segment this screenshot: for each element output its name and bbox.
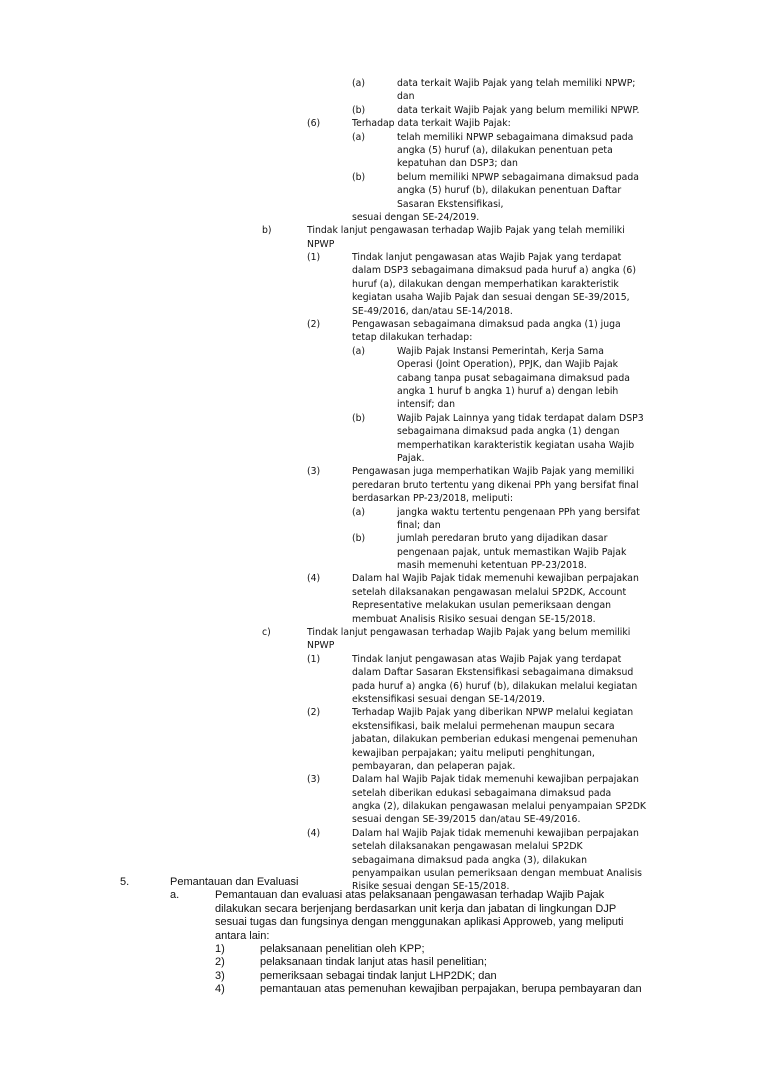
list-item-body <box>352 251 646 318</box>
text-line: Dalam hal Wajib Pajak tidak memenuhi kewajiban perpajakan <box>352 774 639 786</box>
text-line: telah memiliki NPWP sebagaimana dimaksud pada <box>397 131 634 143</box>
text-line: pengenaan pajak, untuk memastikan Wajib Pajak <box>397 546 627 558</box>
text-line: intensif; dan <box>397 399 456 411</box>
text-line: jabatan, dilakukan pemberian edukasi mengenai pemenuhan <box>352 734 638 746</box>
list-item-label: (b) <box>352 171 366 183</box>
list-item-body <box>397 77 646 104</box>
list-item <box>170 889 642 996</box>
list-item-body <box>397 412 646 466</box>
list-item <box>352 506 646 533</box>
text-line: masih memenuhi ketentuan PP-23/2018. <box>397 560 587 572</box>
text-line: Terhadap Wajib Pajak yang diberikan NPWP melalui kegiatan <box>352 707 634 719</box>
list-item-label: (6) <box>307 118 321 130</box>
text-line: huruf (a), dilakukan dengan memperhatikan karakteristik <box>352 278 619 290</box>
list-item-body <box>260 943 642 956</box>
list-item-label: (b) <box>352 104 366 116</box>
list-item-label: (2) <box>307 707 321 719</box>
list-item-body <box>352 77 646 117</box>
list-item-label: (2) <box>307 319 321 331</box>
text-line: pada huruf a) angka (6) huruf (b), dilakukan melalui kegiatan <box>352 680 638 692</box>
list-item-body <box>397 104 646 117</box>
list-item-body <box>352 773 646 827</box>
sub-list <box>215 943 642 997</box>
text-line: penyampaikan usulan pemeriksaan dengan membuat Analisis <box>352 868 643 880</box>
list-item <box>120 876 642 997</box>
text-line: SE-49/2016, dan/atau SE-14/2018. <box>352 305 513 317</box>
text-line: Operasi (Joint Operation), PPJK, dan Wajib Pajak <box>397 359 619 371</box>
list-item-body <box>352 318 646 465</box>
list-item <box>307 77 646 117</box>
text-line: Terhadap data terkait Wajib Pajak: <box>352 118 511 130</box>
list-item <box>307 465 646 572</box>
list-item-body <box>260 956 642 969</box>
list-item-body <box>307 77 646 224</box>
list-item-label: a. <box>170 889 180 902</box>
text-line: Wajib Pajak Lainnya yang tidak terdapat dalam DSP3 <box>397 412 644 424</box>
text-line: Tindak lanjut pengawasan terhadap Wajib Pajak yang telah memiliki <box>307 225 625 237</box>
list-item-label: 5. <box>120 876 130 888</box>
text-line: Pengawasan juga memperhatikan Wajib Pajak yang memiliki <box>352 466 635 478</box>
text-line: Pajak. <box>397 452 425 464</box>
text-line: Tindak lanjut pengawasan atas Wajib Pajak yang terdapat <box>352 252 622 264</box>
text-line: dalam DSP3 sebagaimana dimaksud pada huruf a) angka (6) <box>352 265 636 277</box>
list-item <box>307 572 646 626</box>
list-item-label: 2) <box>215 956 225 969</box>
text-line: setelah dilaksanakan pengawasan melalui SP2DK, Account <box>352 586 627 598</box>
list-item-body <box>215 889 642 996</box>
text-line: jumlah peredaran bruto yang dijadikan dasar <box>397 533 608 545</box>
text-line: membuat Analisis Risiko sesuai dengan SE-15/2018. <box>352 613 596 625</box>
list-item-label: (a) <box>352 345 365 357</box>
list-item <box>307 318 646 465</box>
text-line: kepatuhan dan DSP3; dan <box>397 158 518 170</box>
list-item <box>352 412 646 466</box>
text-line: Sasaran Ekstensifikasi, <box>397 198 504 210</box>
list-item-body <box>352 117 646 224</box>
list-item <box>352 345 646 412</box>
text-line: sebagaimana dimaksud pada angka (1) dengan <box>397 426 620 438</box>
list-item-label: (3) <box>307 466 321 478</box>
list-item <box>352 104 646 117</box>
sub-list <box>352 506 646 573</box>
list-item-body <box>352 572 646 626</box>
text-line: kegiatan usaha Wajib Pajak dan sesuai dengan SE-39/2015, <box>352 292 630 304</box>
text-line: kewajiban perpajakan; yaitu meliputi penghitungan, <box>352 747 595 759</box>
sub-list <box>352 345 646 466</box>
list-item-label: (b) <box>352 533 366 545</box>
list-item-body <box>352 706 646 773</box>
list-item <box>307 706 646 773</box>
list-item-label: (a) <box>352 506 365 518</box>
list-item-label: (b) <box>352 412 366 424</box>
text-line: memperhatikan karakteristik kegiatan usaha Wajib <box>397 439 635 451</box>
text-line: cabang tanpa pusat sebagaimana dimaksud pada <box>397 372 630 384</box>
list-item-label: (a) <box>352 131 365 143</box>
text-line: pelaksanaan tindak lanjut atas hasil penelitian; <box>260 956 487 969</box>
sub-list <box>352 131 646 211</box>
list-item <box>262 224 646 626</box>
text-line: final; dan <box>397 519 441 531</box>
text-line: antara lain: <box>215 929 270 942</box>
list-item-body <box>397 345 646 412</box>
list-item-body <box>260 983 642 996</box>
text-line: setelah diberikan edukasi sebagaimana dimaksud pada <box>352 787 612 799</box>
text-line: Pemantauan dan Evaluasi <box>170 876 299 888</box>
sub-list <box>307 77 646 224</box>
list-item <box>307 117 646 224</box>
text-line: Pengawasan sebagaimana dimaksud pada angka (1) juga <box>352 319 621 331</box>
text-line: Tindak lanjut pengawasan terhadap Wajib Pajak yang belum memiliki <box>307 627 631 639</box>
list-item <box>262 626 646 894</box>
list-item-body <box>260 970 642 983</box>
text-line: sesuai tugas dan fungsinya dengan menggunakan aplikasi Approweb, yang meliputi <box>215 916 624 929</box>
document-section-monitoring <box>120 876 642 997</box>
text-line: NPWP <box>307 640 335 652</box>
list-item-body <box>307 224 646 626</box>
sub-list <box>352 77 646 117</box>
list-item-label: (3) <box>307 774 321 786</box>
sub-list <box>170 889 642 996</box>
text-line: angka (5) huruf (a), dilakukan penentuan peta <box>397 144 613 156</box>
text-line: sesuai dengan SE-24/2019. <box>352 211 480 223</box>
sub-list <box>307 653 646 894</box>
list-item <box>307 251 646 318</box>
list-item-label: 3) <box>215 969 225 982</box>
text-line: NPWP <box>307 238 335 250</box>
text-line: dilakukan secara berjenjang berdasarkan unit kerja dan jabatan di lingkungan DJP <box>215 902 617 915</box>
list-item-label: (4) <box>307 827 321 839</box>
list-item-label: (a) <box>352 78 365 89</box>
list-item-body <box>397 131 646 171</box>
text-line: data terkait Wajib Pajak yang belum memiliki NPWP. <box>397 104 640 116</box>
text-line: ekstensifikasi, baik melalui permehenan maupun secara <box>352 720 615 732</box>
list-item <box>352 77 646 104</box>
text-line: Pemantauan dan evaluasi atas pelaksanaan pengawasan terhadap Wajib Pajak <box>215 889 605 902</box>
text-line: tetap dilakukan terhadap: <box>352 332 473 344</box>
text-line: ekstensifikasi sesuai dengan SE-14/2019. <box>352 693 545 705</box>
list-item-label: 4) <box>215 983 225 996</box>
list-item-body <box>397 532 646 572</box>
text-line: Risike sesuai dengan SE-15/2018. <box>352 881 510 893</box>
text-line: sebagaimana dimaksud pada angka (3), dilakukan <box>352 854 588 866</box>
list-item-body <box>352 465 646 572</box>
text-line: setelah dilaksanakan pengawasan melalui SP2DK <box>352 841 583 853</box>
text-line: peredaran bruto tertentu yang dikenai PPh yang bersifat final <box>352 479 639 491</box>
text-line: angka (5) huruf (b), dilakukan penentuan Daftar <box>397 185 622 197</box>
text-line: Tindak lanjut pengawasan atas Wajib Pajak yang terdapat <box>352 653 622 665</box>
list-item-body <box>307 626 646 894</box>
sub-list <box>307 251 646 626</box>
text-line: pemantauan atas pemenuhan kewajiban perpajakan, berupa pembayaran dan <box>260 983 642 996</box>
list-item <box>307 653 646 707</box>
list-item-label: (1) <box>307 653 321 665</box>
list-item <box>352 171 646 211</box>
text-line: data terkait Wajib Pajak yang telah memiliki NPWP; <box>397 78 636 89</box>
list-item <box>352 532 646 572</box>
list-item <box>215 970 642 983</box>
text-line: Wajib Pajak Instansi Pemerintah, Kerja Sama <box>397 345 604 357</box>
list-item-body <box>170 876 642 997</box>
list-item <box>307 773 646 827</box>
list-item-label: (1) <box>307 252 321 264</box>
text-line: jangka waktu tertentu pengenaan PPh yang bersifat <box>397 506 640 518</box>
text-line: berdasarkan PP-23/2018, meliputi: <box>352 493 513 505</box>
list-item-body <box>397 171 646 211</box>
text-line: dan <box>397 91 415 103</box>
text-line: sesuai dengan SE-39/2015 dan/atau SE-49/2016. <box>352 814 581 826</box>
list-item-label: c) <box>262 627 271 639</box>
list-item <box>215 983 642 996</box>
text-line: Dalam hal Wajib Pajak tidak memenuhi kewajiban perpajakan <box>352 827 639 839</box>
list-item-label: 1) <box>215 942 225 955</box>
list-item-body <box>352 653 646 707</box>
list-item-label: (4) <box>307 573 321 585</box>
list-item <box>262 77 646 224</box>
list-item-label: b) <box>262 225 272 237</box>
text-line: pembayaran, dan pelaperan pajak. <box>352 760 516 772</box>
text-line: Representative melakukan usulan pemeriksaan dengan <box>352 600 612 612</box>
text-line: pelaksanaan penelitian oleh KPP; <box>260 942 425 955</box>
text-line: angka 1 huruf b angka 1) huruf a) dengan lebih <box>397 385 619 397</box>
list-item <box>215 943 642 956</box>
list-item <box>352 131 646 171</box>
text-line: pemeriksaan sebagai tindak lanjut LHP2DK; dan <box>260 969 497 982</box>
text-line: Dalam hal Wajib Pajak tidak memenuhi kewajiban perpajakan <box>352 573 639 585</box>
text-line: dalam Daftar Sasaran Ekstensifikasi sebagaimana dimaksud <box>352 667 634 679</box>
text-line: belum memiliki NPWP sebagaimana dimaksud pada <box>397 171 639 183</box>
list-item <box>215 956 642 969</box>
text-line: angka (2), dilakukan pengawasan melalui penyampaian SP2DK <box>352 801 647 813</box>
list-item-body <box>397 506 646 533</box>
document-section-followup <box>262 77 646 894</box>
